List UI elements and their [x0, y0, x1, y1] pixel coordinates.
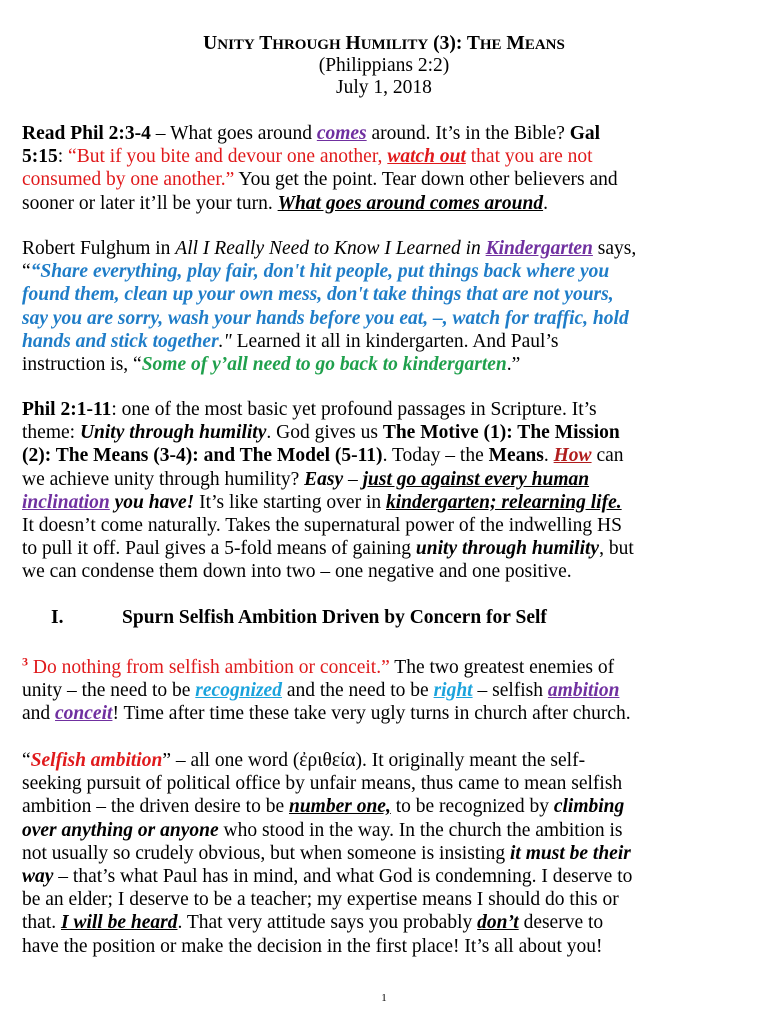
- text-line: [22, 444, 748, 467]
- text-run: : one of the most basic yet profound passages in Scripture. It’s: [111, 399, 597, 420]
- text-run: that you are not: [465, 146, 593, 168]
- text-run: Selfish ambition: [30, 750, 163, 771]
- text-run: deserve to: [518, 912, 604, 934]
- text-line: [22, 656, 748, 679]
- text-run: unity through humility: [415, 538, 600, 560]
- title-part: NITY: [217, 37, 255, 53]
- text-run: .: [543, 445, 554, 467]
- text-line: [22, 491, 748, 514]
- text-line: [22, 192, 748, 215]
- text-line: have the position or make the decision in the first place! It’s all about you!: [22, 935, 603, 957]
- text-run: “But if you bite and devour one another,: [68, 146, 388, 168]
- paragraph-fulghum: [22, 237, 748, 376]
- text-run: 5:15: [22, 146, 58, 168]
- text-run: just go against every human: [362, 468, 590, 490]
- sermon-date: July 1, 2018: [336, 77, 432, 98]
- text-run: don’t: [477, 912, 519, 934]
- title-part: M: [506, 33, 525, 54]
- text-run: watch out: [387, 146, 466, 168]
- title-part: H: [345, 33, 361, 54]
- text-run: How: [553, 445, 592, 467]
- text-run: around. It’s in the Bible?: [366, 123, 570, 144]
- text-run: . That very attitude says you probably: [177, 912, 478, 934]
- text-line: [22, 421, 748, 444]
- text-run: “: [22, 261, 31, 283]
- paragraph-selfish-ambition: [22, 749, 748, 958]
- text-line: [22, 865, 748, 888]
- text-line: [22, 795, 748, 818]
- text-line: [22, 842, 748, 865]
- title-part: T: [259, 33, 273, 54]
- text-run: recognized: [195, 680, 282, 702]
- text-line: be an elder; I deserve to be a teacher; my expertise means I should do this or: [22, 889, 619, 911]
- text-line: [22, 911, 748, 934]
- title-part: (3):: [433, 33, 467, 54]
- title-part: EANS: [524, 37, 565, 53]
- text-line: [22, 237, 748, 260]
- text-run: You get the point. Tear down other believers and: [234, 169, 618, 191]
- text-run: Kindergarten: [485, 238, 593, 259]
- text-line: [22, 353, 748, 376]
- text-run: – that’s what Paul has in mind, and what God is condemning. I deserve to: [53, 866, 633, 888]
- text-run: instruction is, “: [22, 354, 142, 376]
- text-run: All I Really Need to Know I Learned in: [175, 238, 486, 259]
- text-line: [22, 819, 748, 842]
- title-part: HROUGH: [272, 37, 341, 53]
- text-line: [22, 398, 748, 421]
- document-title: [0, 33, 768, 56]
- scripture-reference: (Philippians 2:2): [318, 55, 450, 76]
- section-number: I.: [51, 607, 64, 628]
- text-run: way: [22, 866, 54, 888]
- text-run: sooner or later it’ll be your turn.: [22, 192, 278, 214]
- title-part: UMILITY: [360, 37, 429, 53]
- text-line: [22, 260, 748, 283]
- text-line: [22, 537, 748, 560]
- text-run: –: [343, 468, 363, 490]
- text-run: “: [22, 750, 31, 771]
- text-run: What goes around comes around: [277, 192, 544, 214]
- text-run: The two greatest enemies of: [389, 657, 615, 678]
- text-run: ! Time after time these take very ugly turns in church after church.: [112, 703, 631, 725]
- text-run: not usually so crudely obvious, but when someone is insisting: [22, 842, 511, 864]
- title-part: HE: [479, 37, 502, 53]
- paragraph-intro: [22, 122, 748, 215]
- text-run: kindergarten; relearning life.: [386, 491, 622, 513]
- text-run: climbing: [553, 796, 625, 818]
- text-run: , but: [599, 538, 634, 560]
- text-run: can: [591, 445, 624, 467]
- text-line: [22, 122, 748, 145]
- text-line: [22, 168, 748, 191]
- text-run: that.: [22, 912, 61, 934]
- text-run: Gal: [569, 123, 601, 144]
- text-run: hands and stick together: [22, 330, 219, 352]
- text-line: It doesn’t come naturally. Takes the supernatural power of the indwelling HS: [22, 515, 622, 537]
- text-run: . Today – the: [382, 445, 489, 467]
- text-run: (2): The Means (3-4): and The Model (5-11): [22, 445, 383, 467]
- text-run: and the need to be: [281, 680, 434, 702]
- text-run: comes: [316, 123, 367, 144]
- text-run: Phil 2:1-11: [22, 399, 112, 420]
- text-run: Means: [488, 445, 544, 467]
- text-run: ambition: [547, 680, 620, 702]
- text-line: found them, clean up your own mess, don't take things that are not yours,: [22, 284, 614, 306]
- text-run: Some of y’all need to go back to kindergarten: [141, 354, 507, 376]
- text-run: conceit: [55, 703, 113, 725]
- text-run: Easy: [304, 468, 344, 490]
- page-number: 1: [381, 992, 387, 1004]
- text-run: says,: [592, 238, 637, 259]
- text-run: consumed by one another.”: [22, 169, 235, 191]
- text-run: Do nothing from selfish ambition or conceit.”: [28, 657, 390, 678]
- text-run: Read Phil 2:3-4: [22, 123, 151, 144]
- text-line: [22, 145, 748, 168]
- text-run: number one,: [288, 796, 391, 818]
- text-line: we can condense them down into two – one negative and one positive.: [22, 561, 572, 583]
- text-line: [22, 679, 748, 702]
- text-line: [22, 749, 748, 772]
- text-run: ambition – the driven desire to be: [22, 796, 289, 818]
- text-run: – What goes around: [150, 123, 317, 144]
- text-run: unity – the need to be: [22, 680, 196, 702]
- text-run: – selfish: [472, 680, 548, 702]
- paragraph-overview: [22, 398, 748, 584]
- text-run: .”: [506, 354, 521, 376]
- verse-number: 3: [22, 654, 28, 669]
- text-run: The Motive (1): The Mission: [382, 422, 620, 444]
- paragraph-verse-3: [22, 656, 748, 726]
- title-part: T: [466, 33, 480, 54]
- text-run: inclination: [22, 491, 110, 513]
- title-part: U: [203, 33, 218, 54]
- text-run: Unity through humility: [79, 422, 267, 444]
- text-run: “Share everything, play fair, don't hit people, put things back where you: [30, 261, 610, 283]
- text-run: you have!: [109, 491, 195, 513]
- text-run: .: [543, 192, 548, 214]
- section-heading: Spurn Selfish Ambition Driven by Concern for Self: [122, 607, 547, 628]
- text-run: and: [22, 703, 56, 725]
- text-line: [22, 330, 748, 353]
- text-run: It’s like starting over in: [194, 491, 386, 513]
- text-run: right: [433, 680, 473, 702]
- text-run: it must be their: [510, 842, 631, 864]
- text-run: . God gives us: [266, 422, 383, 444]
- text-run: we achieve unity through humility?: [22, 468, 305, 490]
- text-run: Learned it all in kindergarten. And Paul’s: [231, 330, 559, 352]
- text-run: I will be heard: [61, 912, 178, 934]
- text-line: [22, 702, 748, 725]
- text-run: :: [57, 146, 69, 168]
- text-run: over anything or anyone: [22, 819, 219, 841]
- text-run: to pull it off. Paul gives a 5-fold means of gaining: [22, 538, 416, 560]
- text-run: theme:: [22, 422, 80, 444]
- text-run: who stood in the way. In the church the ambition is: [218, 819, 623, 841]
- text-run: to be recognized by: [390, 796, 554, 818]
- text-run: .": [218, 330, 232, 352]
- text-run: Robert Fulghum in: [22, 238, 176, 259]
- text-line: seeking pursuit of political office by unfair means, thus came to mean selfish: [22, 773, 623, 795]
- text-line: [22, 468, 748, 491]
- text-run: ” – all one word (ἐριθεία). It originally meant the self-: [162, 750, 586, 771]
- text-line: say you are sorry, wash your hands before you eat, –, watch for traffic, hold: [22, 307, 629, 329]
